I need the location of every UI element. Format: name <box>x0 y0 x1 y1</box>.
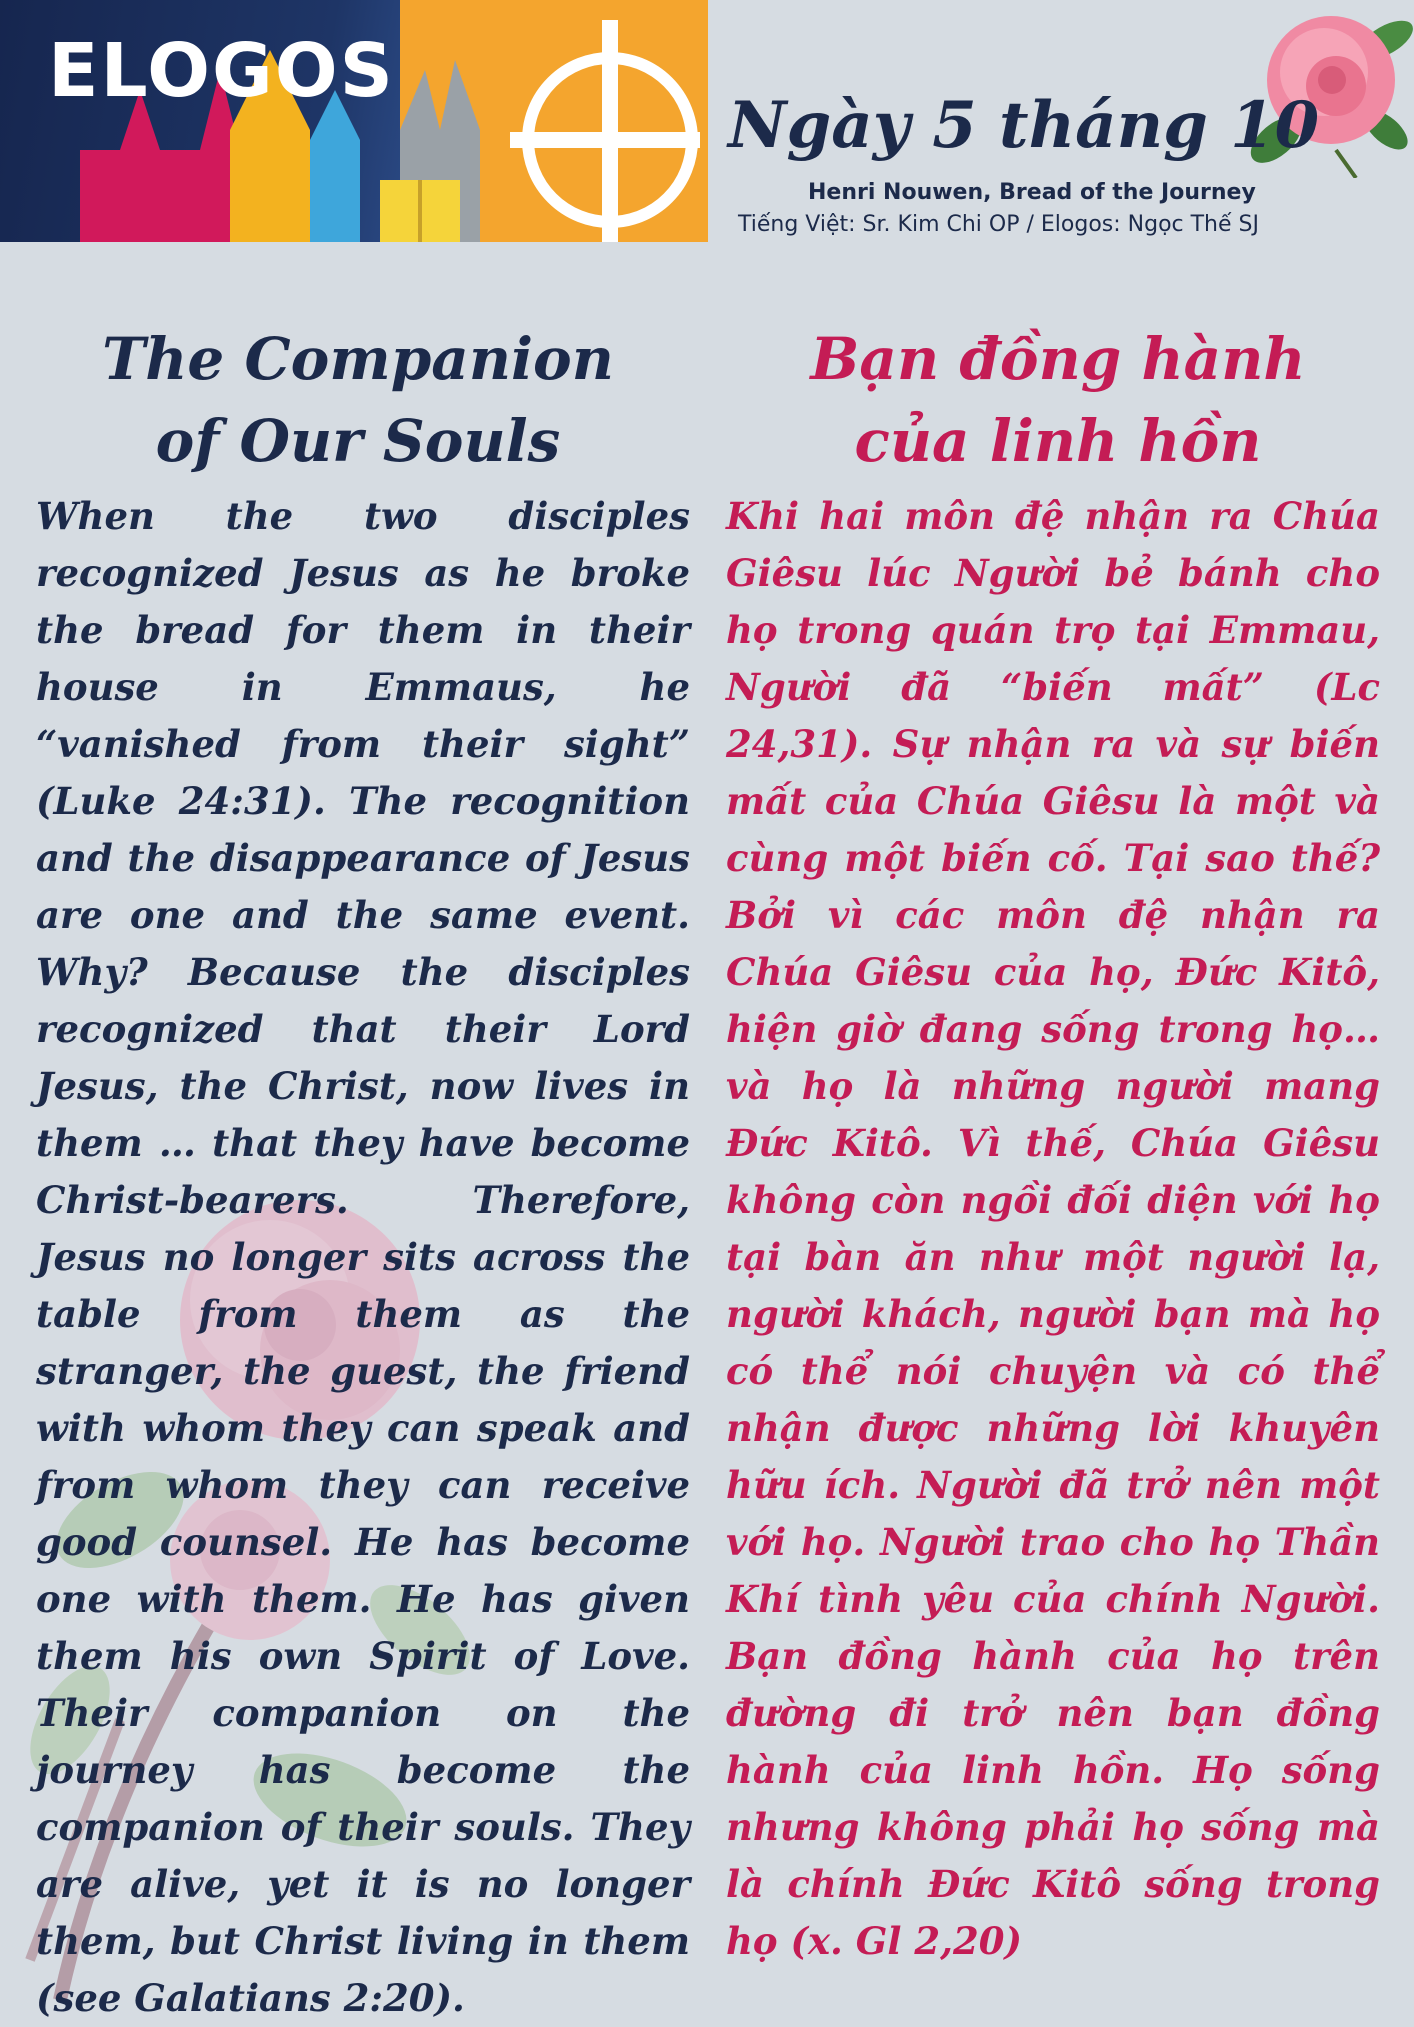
source-attribution: Henri Nouwen, Bread of the Journey <box>808 180 1256 205</box>
elogos-banner <box>0 0 708 242</box>
elogos-logo: ELOGOS <box>48 28 395 114</box>
vietnamese-title-line2: của linh hồn <box>854 407 1262 475</box>
cross-circle-icon <box>470 20 700 242</box>
english-title <box>68 318 648 482</box>
english-title-line2: of Our Souls <box>155 407 561 475</box>
vietnamese-body: Khi hai môn đệ nhận ra Chúa Giêsu lúc Người bẻ bánh cho họ trong quán trọ tại Emmau, Người đã “biến mất” (Lc 24,31). Sự nhận ra và sự biến mất của Chúa Giêsu là một và cùng một biến cố. Tại sao thế? Bởi vì các môn đệ nhận ra Chúa Giêsu của họ, Đức Kitô, hiện giờ đang sống trong họ… và họ là những người mang Đức Kitô. Vì thế, Chúa Giêsu không còn ngồi đối diện với họ tại bàn ăn như một người lạ, người khách, người bạn mà họ có thể nói chuyện và có thể nhận được những lời khuyên hữu ích. Người đã trở nên một với họ. Người trao cho họ Thần Khí tình yêu của chính Người. Bạn đồng hành của họ trên đường đi trở nên bạn đồng hành của linh hồn. Họ sống nhưng không phải họ sống mà là chính Đức Kitô sống trong họ (x. Gl 2,20) <box>726 494 1380 1963</box>
english-body: When the two disciples recognized Jesus as he broke the bread for them in their house in Emmaus, he “vanished from their sight” (Luke 24:31). The recognition and the disappearance of Jesus are one and the same event. Why? Because the disciples recognized that their Lord Jesus, the Christ, now lives in them … that they have become Christ-bearers. Therefore, Jesus no longer sits across the table from them as the stranger, the guest, the friend with whom they can speak and from whom they can receive good counsel. He has become one with them. He has given them his own Spirit of Love. Their companion on the journey has become the companion of their souls. They are alive, yet it is no longer them, but Christ living in them (see Galatians 2:20). <box>36 494 690 2020</box>
vietnamese-title <box>768 318 1348 482</box>
vietnamese-title-line1: Bạn đồng hành <box>810 325 1306 393</box>
translator-credits: Tiếng Việt: Sr. Kim Chi OP / Elogos: Ngọc Thế SJ <box>738 212 1259 237</box>
english-title-line1: The Companion <box>102 325 614 393</box>
date-title: Ngày 5 tháng 10 <box>728 88 1320 163</box>
